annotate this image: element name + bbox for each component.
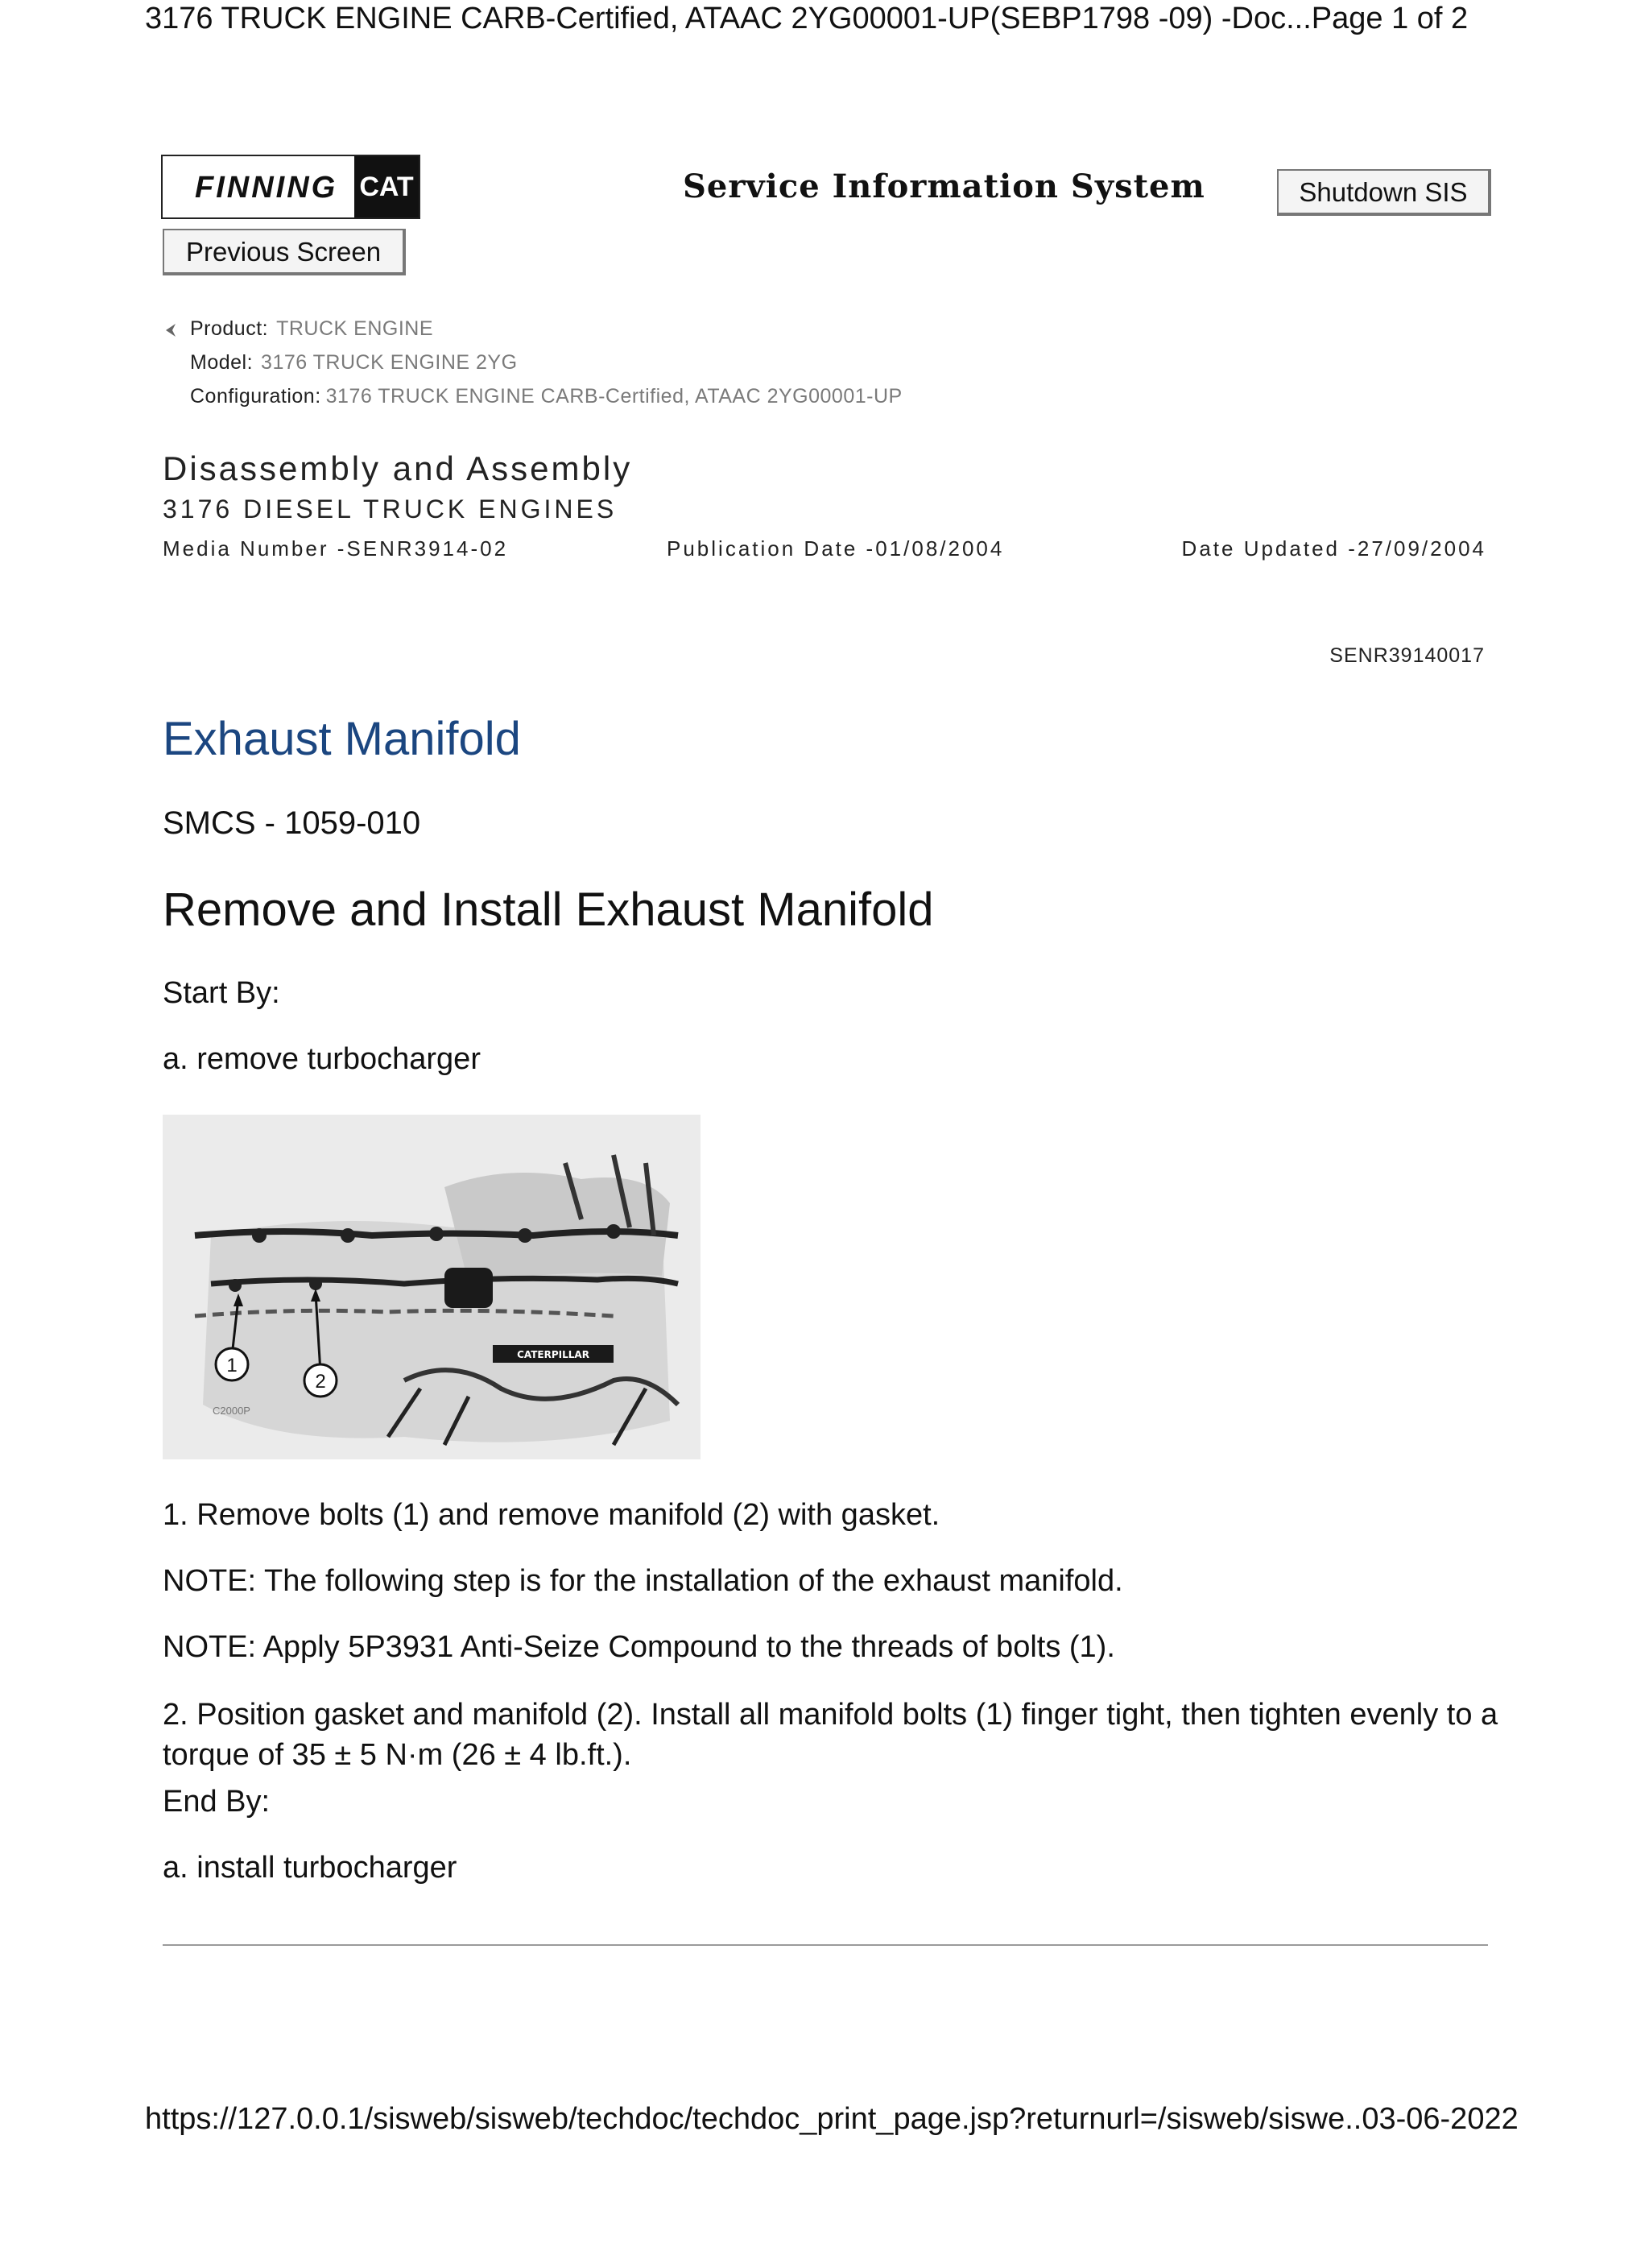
- breadcrumb-product: [190, 317, 433, 341]
- product-value: TRUCK ENGINE: [276, 317, 434, 340]
- end-by-item: a. install turbocharger: [163, 1851, 457, 1885]
- product-label: Product:: [190, 317, 269, 340]
- finning-cat-logo: [161, 155, 420, 219]
- figure-caption: C2000P: [213, 1405, 250, 1417]
- procedure-title: Remove and Install Exhaust Manifold: [163, 884, 934, 936]
- chevron-left-icon[interactable]: [163, 322, 179, 338]
- note-2: NOTE: Apply 5P3931 Anti-Seize Compound to the threads of bolts (1).: [163, 1630, 1115, 1664]
- section-title: Exhaust Manifold: [163, 713, 521, 765]
- page-title: Service Information System: [683, 168, 1205, 205]
- content-divider: [163, 1944, 1488, 1946]
- breadcrumb-configuration: [190, 385, 903, 408]
- start-by-label: Start By:: [163, 976, 280, 1010]
- model-value: 3176 TRUCK ENGINE 2YG: [261, 351, 518, 374]
- print-footer: https://127.0.0.1/sisweb/sisweb/techdoc/techdoc_print_page.jsp?returnurl=/sisweb/siswe..03-06-2022: [145, 2102, 1519, 2136]
- document-subtitle: 3176 DIESEL TRUCK ENGINES: [163, 495, 618, 524]
- shutdown-sis-button[interactable]: Shutdown SIS: [1277, 169, 1491, 216]
- configuration-value: 3176 TRUCK ENGINE CARB-Certified, ATAAC 2YG00001-UP: [325, 385, 903, 408]
- configuration-label: Configuration:: [190, 385, 321, 408]
- publication-date: Publication Date -01/08/2004: [667, 536, 1005, 561]
- caterpillar-badge: CATERPILLAR: [517, 1349, 589, 1360]
- end-by-label: End By:: [163, 1785, 271, 1819]
- previous-screen-button[interactable]: Previous Screen: [163, 229, 406, 275]
- step-1: 1. Remove bolts (1) and remove manifold (2) with gasket.: [163, 1498, 940, 1532]
- smcs-code: SMCS - 1059-010: [163, 805, 421, 841]
- print-header: 3176 TRUCK ENGINE CARB-Certified, ATAAC 2YG00001-UP(SEBP1798 -09) -Doc...Page 1 of 2: [145, 2, 1469, 35]
- model-label: Model:: [190, 351, 254, 374]
- callout-1: 1: [226, 1355, 238, 1376]
- start-by-item: a. remove turbocharger: [163, 1042, 481, 1076]
- note-1: NOTE: The following step is for the installation of the exhaust manifold.: [163, 1564, 1123, 1598]
- step-2-line-2: torque of 35 ± 5 N·m (26 ± 4 lb.ft.).: [163, 1738, 632, 1772]
- exhaust-manifold-illustration: [163, 1115, 701, 1459]
- breadcrumb-model: [190, 351, 518, 375]
- date-updated: Date Updated -27/09/2004: [1181, 536, 1486, 561]
- document-type: Disassembly and Assembly: [163, 449, 633, 487]
- finning-logo-text: FINNING: [195, 171, 338, 205]
- callout-2: 2: [315, 1371, 326, 1393]
- document-id: SENR39140017: [1329, 644, 1485, 667]
- cat-logo-mark: CAT: [354, 156, 419, 217]
- manifold-drawing: [163, 1115, 701, 1459]
- step-2-line-1: 2. Position gasket and manifold (2). Install all manifold bolts (1) finger tight, then tighten evenly to a: [163, 1698, 1498, 1732]
- media-number: Media Number -SENR3914-02: [163, 536, 509, 561]
